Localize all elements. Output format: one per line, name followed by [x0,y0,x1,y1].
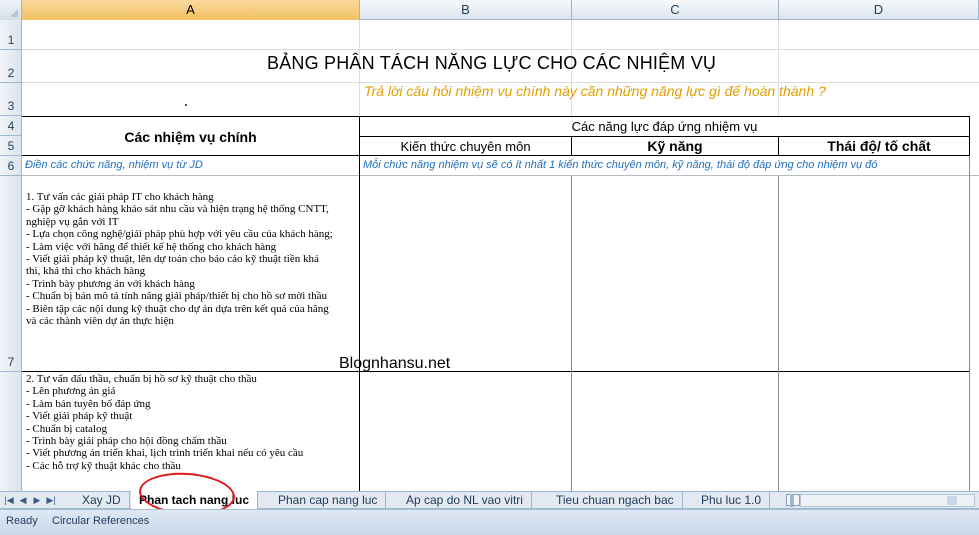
tab-ap-cap-do[interactable]: Ap cap do NL vao vitri [398,492,532,508]
row-header-2[interactable]: 2 [0,50,22,83]
tab-phan-tach-nang-luc[interactable]: Phan tach nang luc [131,491,258,509]
sheet-subtitle: Trả lời câu hỏi nhiệm vụ chính này cần những năng lực gì để hoàn thành ? [364,83,826,99]
task-line: - Chuẩn bị bản mô tả tính năng giải pháp/thiết bị cho hồ sơ mời thầu [26,290,327,303]
task-line: thi, khả thi cho khách hàng [26,265,146,278]
gridline [22,49,979,50]
tab-phan-cap-nang-luc[interactable]: Phan cap nang luc [270,492,386,508]
scrollbar-thumb[interactable] [947,496,957,505]
task-line: và các thành viên dự án thực hiện [26,315,174,328]
task-line: - Viết giải pháp kỹ thuật [26,410,133,423]
row-header-4[interactable]: 4 [0,116,22,136]
note-tasks: Điền các chức năng, nhiệm vụ từ JD [25,159,203,171]
task-line: - Làm bản tuyên bố đáp ứng [26,397,151,410]
status-ready: Ready [6,515,38,527]
next-sheet-icon[interactable]: ▶ [33,495,41,505]
stray-dot [185,104,187,106]
column-header-b[interactable]: B [360,0,572,20]
task-line: nghiệp vụ gắn với IT [26,215,119,228]
task-line: - Viết giải pháp kỹ thuật, lên dự toán cho báo cáo kỹ thuật tiền khả [26,253,319,266]
table-border [778,176,779,491]
task-line: - Các hỗ trợ kỹ thuật khác cho thầu [26,459,181,472]
sheet-title: BẢNG PHÂN TÁCH NĂNG LỰC CHO CÁC NHIỆM VỤ [267,53,717,73]
task-line: 2. Tư vấn đấu thầu, chuẩn bị hồ sơ kỹ thuật cho thầu [26,373,257,385]
task-line: - Chuẩn bị catalog [26,422,107,435]
task-line: 1. Tư vấn các giải pháp IT cho khách hàng [26,191,214,203]
column-header-a[interactable]: A [22,0,360,20]
row-header-7[interactable]: 7 [0,176,22,372]
table-border [571,176,572,491]
task-line: - Viết phương án triển khai, lịch trình triển khai nếu có yêu cầu [26,447,304,460]
row-header-3[interactable]: 3 [0,83,22,116]
first-sheet-icon[interactable]: |◀ [4,495,14,505]
select-all-button[interactable] [0,0,22,20]
column-header-d[interactable]: D [779,0,979,20]
table-border [22,371,969,372]
watermark-text: Blognhansu.net [339,355,451,372]
task-line: - Làm việc với hãng để thiết kế hệ thống cho khách hàng [26,240,277,253]
task-line: - Lựa chọn công nghệ/giải pháp phù hợp với yêu cầu của khách hàng; [26,228,333,241]
task-cell-1[interactable] [26,191,364,327]
tab-split-handle[interactable] [790,494,794,507]
task-cell-2[interactable] [26,373,364,472]
worksheet-grid[interactable] [22,20,979,491]
table-border [969,156,970,491]
tab-phu-luc[interactable]: Phu luc 1.0 [693,492,770,508]
horizontal-scrollbar[interactable] [800,494,975,507]
row-header-6[interactable]: 6 [0,156,22,176]
column-header-c[interactable]: C [572,0,779,20]
row-header-8[interactable] [0,372,22,491]
status-circular-references: Circular References [52,515,150,527]
last-sheet-icon[interactable]: ▶| [46,495,56,505]
row-header-1[interactable]: 1 [0,20,22,50]
note-competencies: Mỗi chức năng nhiệm vụ sẽ có ít nhất 1 kiến thức chuyên môn, kỹ năng, thái độ đáp ứng cho nhiệm vụ đó [363,159,878,171]
header-knowledge: Kiến thức chuyên môn [400,139,531,154]
gridline [778,20,779,116]
task-line: - Biên tập các nội dung kỹ thuật cho dự án dựa trên kết quả của hãng [26,302,329,315]
task-line: - Trình bày giải pháp cho hội đồng chấm thầu [26,435,227,448]
tab-tieu-chuan-ngach-bac[interactable]: Tieu chuan ngach bac [548,492,683,508]
task-line: - Lên phương án giá [26,385,116,398]
header-main-tasks: Các nhiệm vụ chính [124,128,257,145]
row-header-bar [0,20,22,491]
tab-xay-jd[interactable]: Xay JD [74,492,130,508]
header-attitude: Thái độ/ tố chất [827,138,931,154]
gridline [22,175,979,176]
task-line: - Trình bày phương án với khách hàng [26,277,195,290]
header-competency-group: Các năng lực đáp ứng nhiệm vụ [571,119,758,134]
header-skills: Kỹ năng [647,138,703,154]
row-header-5[interactable]: 5 [0,136,22,156]
status-bar [0,509,979,535]
prev-sheet-icon[interactable]: ◀ [19,495,27,505]
task-line: - Gặp gỡ khách hàng khảo sát nhu cầu và hiện trạng hệ thống CNTT, [26,203,329,216]
column-header-bar [0,0,979,20]
